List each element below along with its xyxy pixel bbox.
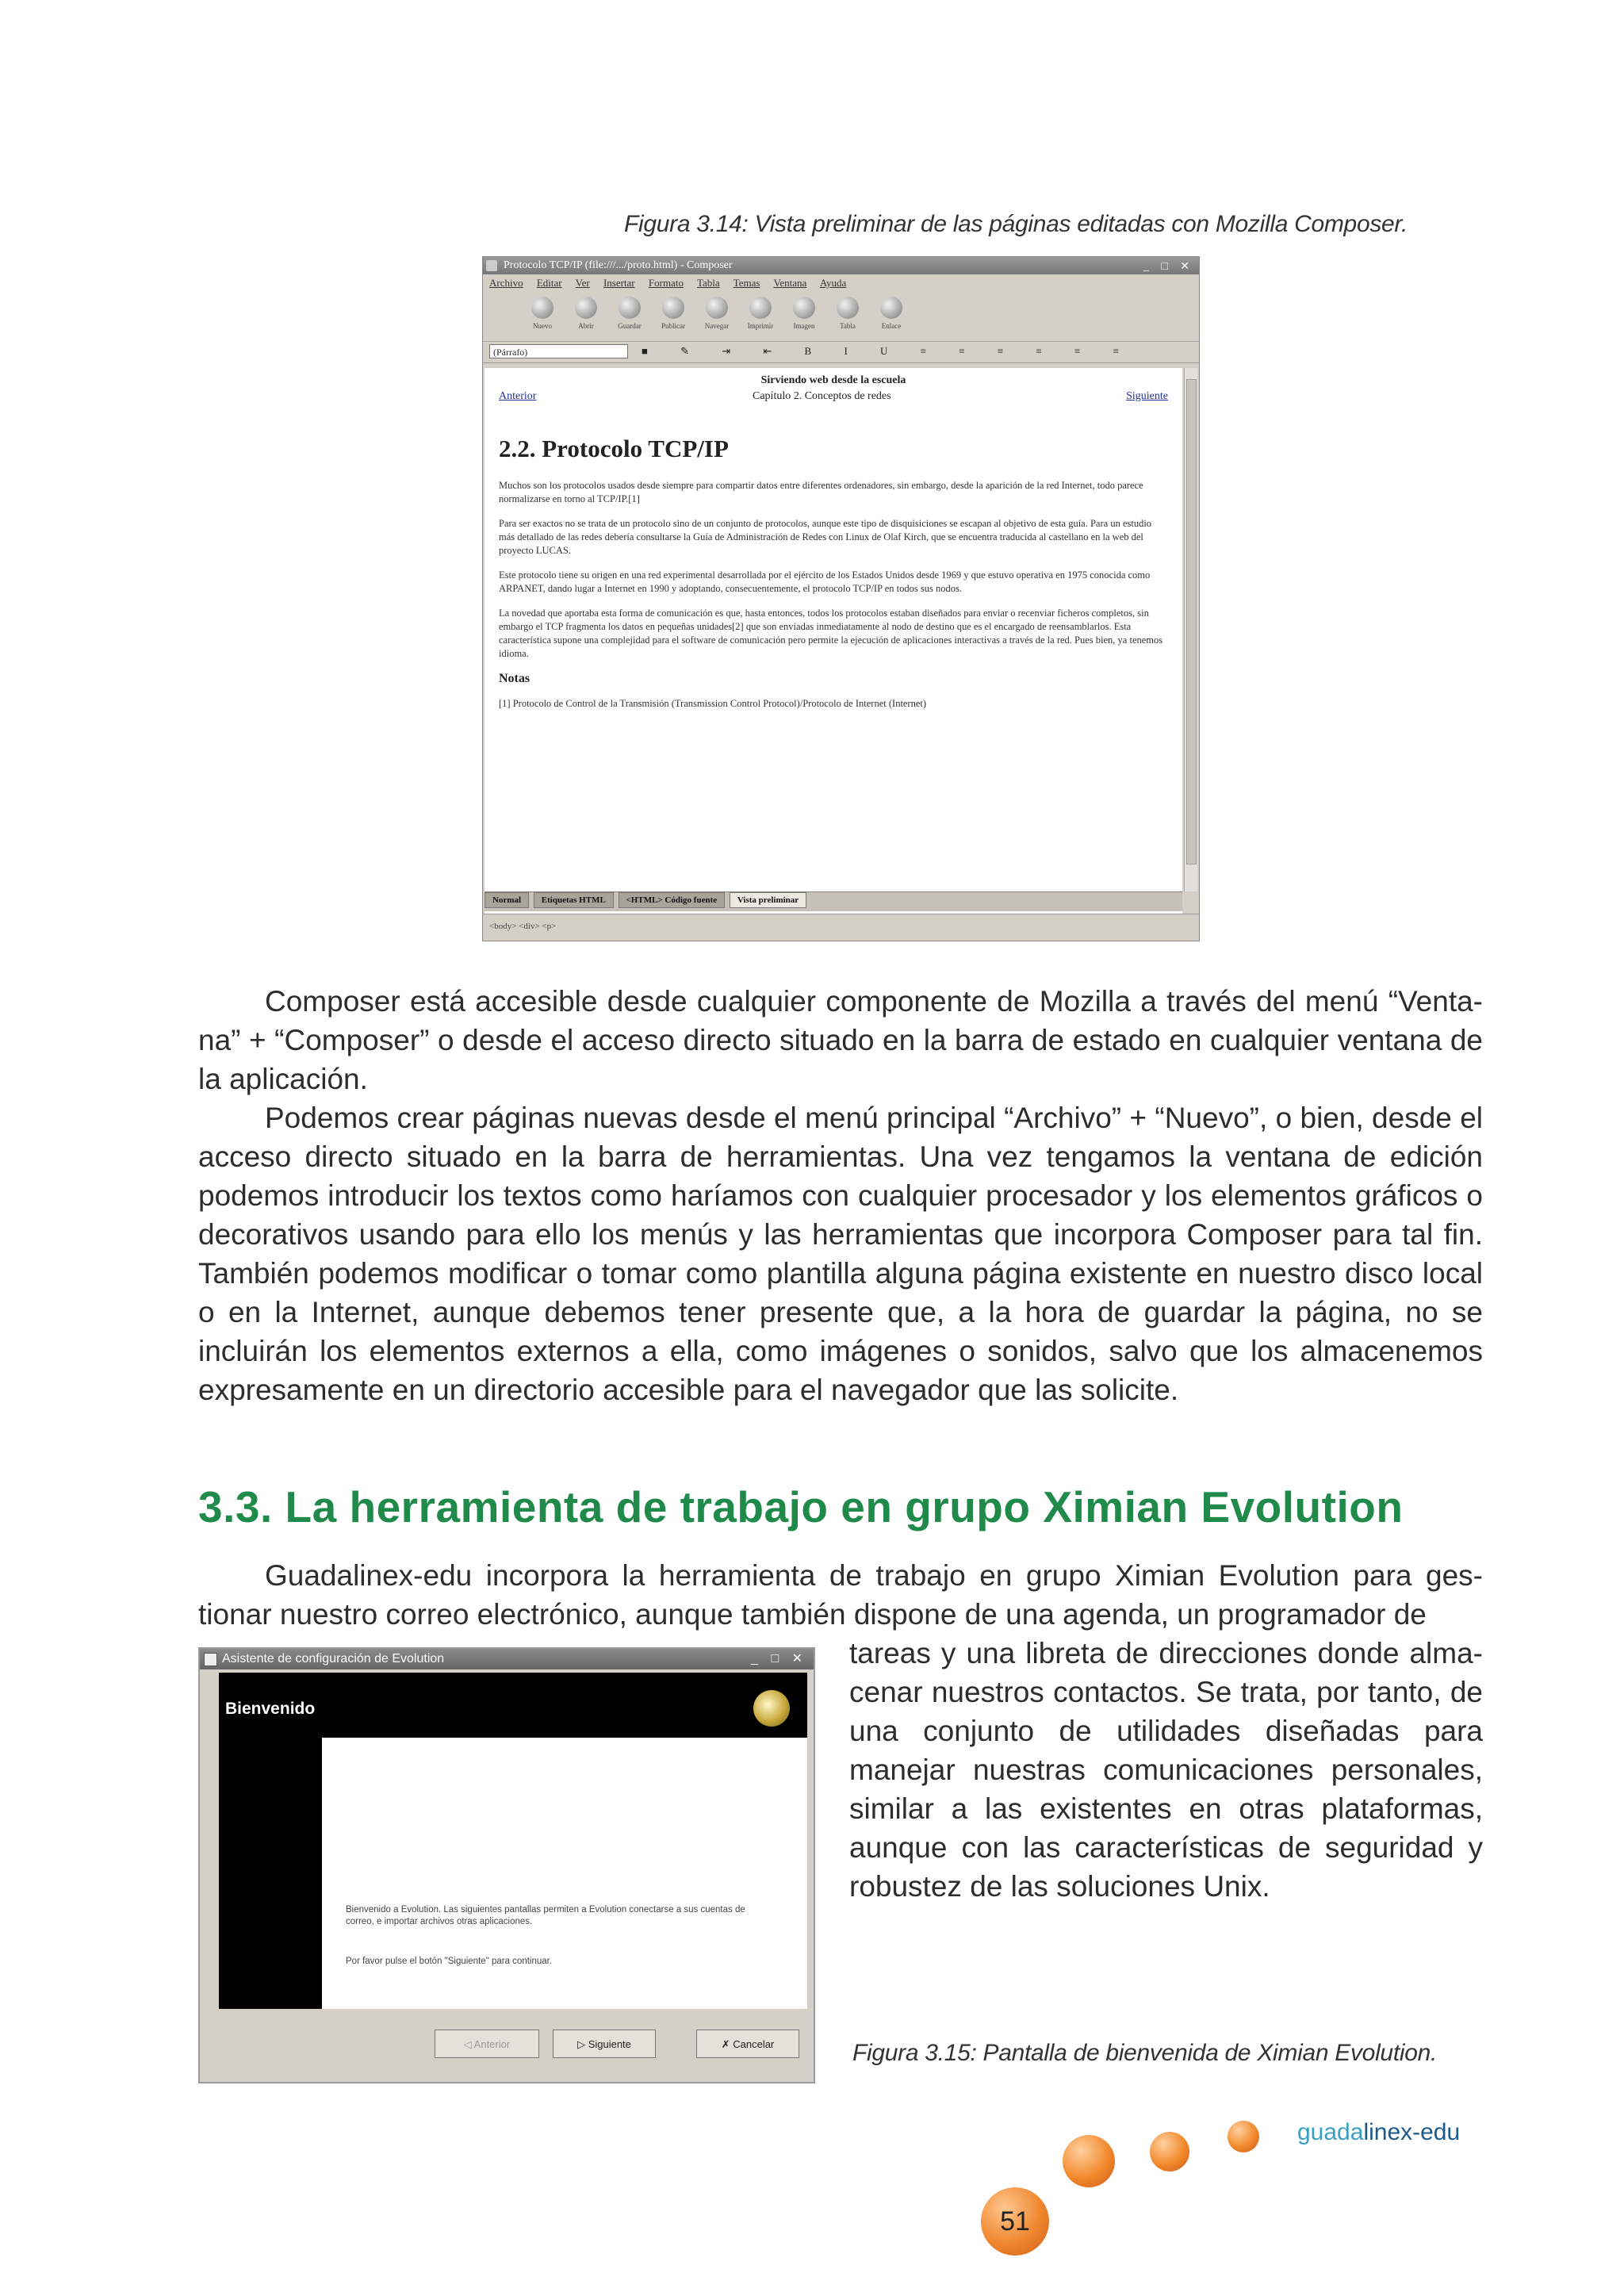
doc-note: [1] Protocolo de Control de la Transmisión (Transmission Control Protocol)/Protocolo de Internet (Internet) <box>499 698 927 709</box>
body-paragraph: Composer está accesible desde cualquier componente de Mozilla a través del menú “Venta-na” + “Composer” o desde el acceso directo situado en la barra de estado en cualquier ventana de la aplicación. <box>198 985 1483 1095</box>
doc-heading: 2.2. Protocolo TCP/IP <box>499 435 729 462</box>
welcome-content <box>322 1738 807 2009</box>
cancel-button: ✗ Cancelar <box>696 2030 799 2058</box>
format-buttons-icon: ■ ✎ ⇥ ⇤ B I U ≡ ≡ ≡ ≡ ≡ ≡ <box>642 345 1134 357</box>
doc-paragraph: Muchos son los protocolos usados desde siempre para compartir datos entre diferentes ordenadores, sin embargo, desde la aparición de la red Internet, todo parece normalizarse en torno al TCP/IP.[1] <box>499 480 1143 504</box>
evolution-window-title: Asistente de configuración de Evolution <box>222 1652 445 1665</box>
tool-imprimir: Imprimir <box>739 297 782 330</box>
welcome-title: Bienvenido <box>225 1700 316 1718</box>
menu-insertar: Insertar <box>603 277 635 289</box>
app-icon <box>204 1653 217 1666</box>
composer-format-bar <box>483 342 1199 363</box>
doc-nav-row <box>499 390 1168 406</box>
welcome-instruction: Por favor pulse el botón "Siguiente" para continuar. <box>346 1957 553 1966</box>
menu-editar: Editar <box>536 277 562 289</box>
section-text <box>198 1556 1483 1634</box>
link-anterior: Anterior <box>499 390 537 402</box>
new-icon <box>531 297 553 319</box>
composer-screenshot <box>482 256 1200 941</box>
figure-caption: Figura 3.15: Pantalla de bienvenida de Ximian Evolution. <box>852 2040 1438 2066</box>
app-icon <box>486 260 497 271</box>
link-icon <box>880 297 902 319</box>
tool-publicar: Publicar <box>652 297 695 330</box>
image-icon <box>793 297 815 319</box>
save-icon <box>619 297 641 319</box>
composer-window-title: Protocolo TCP/IP (file:///.../proto.html) - Composer <box>504 259 733 271</box>
tab-etiquetas-html: Etiquetas HTML <box>534 892 614 908</box>
body-text <box>198 982 1483 1409</box>
menu-temas: Temas <box>733 277 760 289</box>
composer-title-bar <box>483 257 1199 274</box>
paragraph-style-select: (Párrafo) <box>489 344 628 358</box>
running-head: Sirviendo web desde la escuela <box>760 374 906 386</box>
composer-document <box>485 368 1182 941</box>
composer-scrollbar <box>1184 368 1197 891</box>
table-icon <box>837 297 859 319</box>
evolution-logo-icon <box>753 1690 790 1727</box>
doc-paragraph: Para ser exactos no se trata de un protocolo sino de un conjunto de protocolos, aunque este tipo de disquisiciones se escapan al objetivo de esta guía. Para un estudio más detallado de las redes debería consultarse la Guía de Administración de Redes con Linux de Olaf Kirch, que se encuentra traducida al castellano en la web del proyecto LUCAS. <box>499 518 1152 556</box>
composer-status-bar: <body> <div> <p> <box>483 914 1199 941</box>
tool-abrir: Abrir <box>565 297 607 330</box>
menu-formato: Formato <box>648 277 684 289</box>
tool-imagen: Imagen <box>783 297 825 330</box>
doc-notes-heading: Notas <box>499 672 530 685</box>
wizard-buttons <box>200 2022 814 2069</box>
chapter-label: Capítulo 2. Conceptos de redes <box>753 390 891 402</box>
brand-part-a: guada <box>1297 2119 1364 2145</box>
decorative-ball <box>1150 2132 1189 2171</box>
window-controls-icon: _ □ ✕ <box>751 1652 807 1665</box>
tab-normal: Normal <box>485 892 529 908</box>
decorative-ball <box>1228 2121 1259 2152</box>
doc-paragraph: La novedad que aportaba esta forma de comunicación es que, hasta entonces, todos los protocolos estaban diseñados para enviar o recenviar ficheros completos, sin embargo el TCP fragmenta los datos en pequeñas unidades[2] que son enviadas inmediatamente al nodo de destino que es el encargado de reensamblarlos. Esta característica supone una complejidad para el software de comunicación pero permite la ejecución de aplicaciones interactivas a través de la red. Pues bien, ya tenemos idioma. <box>499 608 1163 659</box>
composer-mode-tabs <box>485 891 1182 911</box>
tab-vista-preliminar: Vista preliminar <box>730 892 806 908</box>
evolution-title-bar <box>200 1649 814 1669</box>
tool-nuevo: Nuevo <box>521 297 564 330</box>
tool-enlace: Enlace <box>870 297 913 330</box>
side-panel <box>219 1738 322 2009</box>
body-paragraph: Podemos crear páginas nuevas desde el menú principal “Archivo” + “Nuevo”, o bien, desde el acceso directo situado en la barra de herramientas. Una vez tengamos la ventana de edición podemos introducir los textos como haríamos con cualquier procesador y los elementos gráficos o decorativos usando para ello los menús y las herramientas que incorpora Composer para tal fin. También podemos modificar o tomar como plantilla alguna página existente en nuestro disco local o en la Internet, aunque debemos tener presente que, a la hora de guardar la página, no se incluirán los elementos externos a ella, como imágenes o sonidos, salvo que los almacenemos expresamente en un directorio accesible para el navegador que las solicite. <box>198 1102 1483 1406</box>
browse-icon <box>706 297 728 319</box>
decorative-ball <box>1063 2135 1115 2187</box>
window-controls-icon: _ □ ✕ <box>1143 261 1194 273</box>
tab-codigo-fuente: <HTML> Código fuente <box>619 892 726 908</box>
back-button: ◁ Anterior <box>435 2030 539 2058</box>
menu-archivo: Archivo <box>489 277 523 289</box>
page-number: 51 <box>981 2187 1049 2256</box>
welcome-banner <box>219 1673 807 1738</box>
welcome-text: Bienvenido a Evolution. Las siguientes pantallas permiten a Evolution conectarse a sus cuentas de correo, e importar archivos otras aplicaciones. <box>346 1905 745 1926</box>
tool-guardar: Guardar <box>608 297 651 330</box>
open-icon <box>575 297 597 319</box>
section-text-right <box>849 1634 1483 1906</box>
menu-ver: Ver <box>575 277 590 289</box>
menu-ayuda: Ayuda <box>819 277 847 289</box>
tool-tabla: Tabla <box>826 297 869 330</box>
section-paragraph: Guadalinex-edu incorpora la herramienta de trabajo en grupo Ximian Evolution para ges-tionar nuestro correo electrónico, aunque también dispone de una agenda, un programador de <box>198 1559 1483 1631</box>
composer-menubar <box>483 274 1199 292</box>
menu-tabla: Tabla <box>696 277 720 289</box>
section-heading: 3.3. La herramienta de trabajo en grupo Ximian Evolution <box>198 1482 1404 1531</box>
section-paragraph-right: tareas y una libreta de direcciones donde alma-cenar nuestros contactos. Se trata, por tanto, de una conjunto de utilidades diseñadas para manejar nuestras comunicaciones personales, similar a las existentes en otras plataformas, aunque con las características de seguridad y robustez de las soluciones Unix. <box>849 1637 1483 1903</box>
doc-paragraph: Este protocolo tiene su origen en una red experimental desarrollada por el ejército de los Estados Unidos desde 1969 y que estuvo operativa en 1975 conocida como ARPANET, dando lugar a Internet en 1990 y adoptando, consecuentemente, el protocolo TCP/IP en todos sus nodos. <box>499 569 1151 594</box>
next-button: ▷ Siguiente <box>553 2030 656 2058</box>
tool-navegar: Navegar <box>695 297 738 330</box>
composer-toolbar <box>483 292 1199 342</box>
figure-caption: Figura 3.14: Vista preliminar de las páginas editadas con Mozilla Composer. <box>624 211 1408 237</box>
evolution-screenshot <box>198 1647 815 2083</box>
print-icon <box>749 297 772 319</box>
brand-part-b: linex-edu <box>1363 2119 1461 2145</box>
publish-icon <box>662 297 684 319</box>
brand-logo <box>1297 2119 1460 2146</box>
link-siguiente: Siguiente <box>1126 390 1168 402</box>
menu-ventana: Ventana <box>773 277 807 289</box>
